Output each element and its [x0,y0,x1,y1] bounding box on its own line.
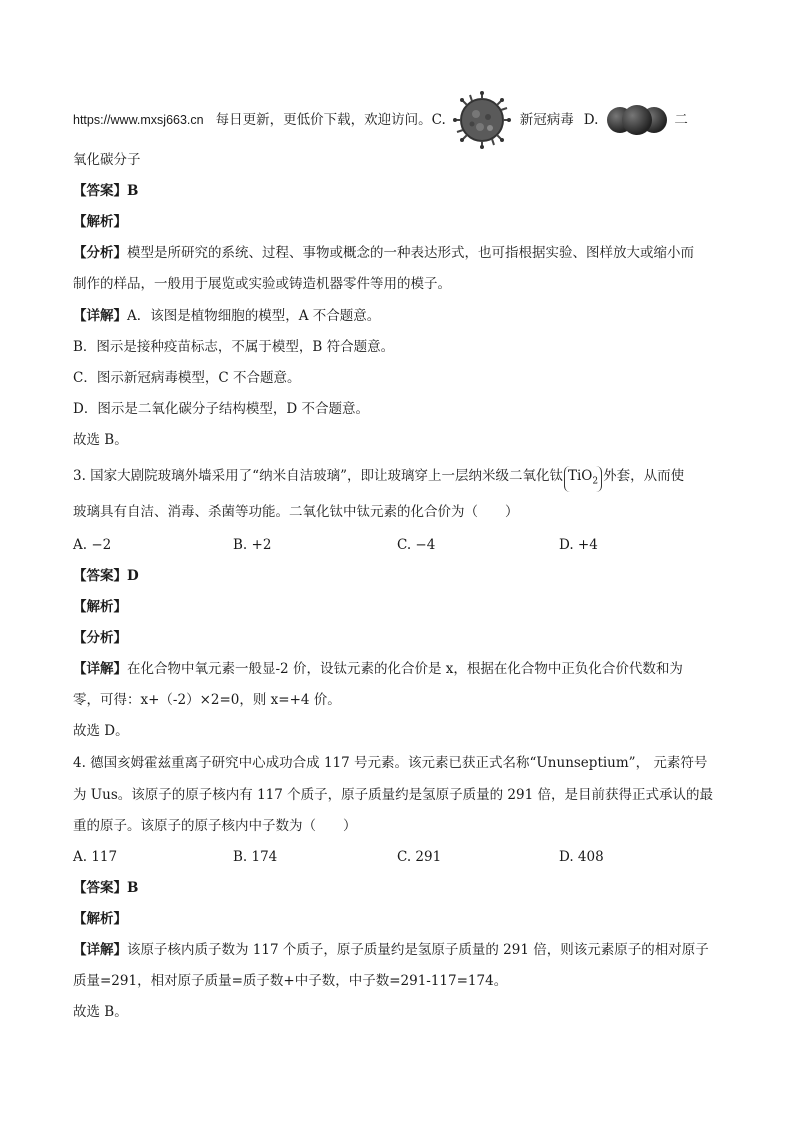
q4-stem-line3: 重的原子。该原子的原子核内中子数为（ ） [73,818,357,834]
q4-detail-tag: 【详解】 [73,942,127,958]
q3-option-b: B. +2 [233,537,272,553]
q4-analysis-tag: 【解析】 [73,911,127,927]
q2-detail-a [73,306,380,326]
tio2-sub: 2 [592,476,599,487]
q3-stem-line1 [73,466,684,492]
q3-detail-text1: 在化合物中氧元素一般显-2 价，设钛元素的化合价是 x，根据在化合物中正负化合价代数和为 [127,661,683,677]
q2-fenxi-line1 [73,243,694,263]
q3-detail-line2: 零，可得：x+（-2）×2=0，则 x=+4 价。 [73,692,341,708]
q2-detail-c: C．图示新冠病毒模型，C 不合题意。 [73,370,301,386]
q2-detail-tag: 【详解】 [73,308,127,324]
tio2-main: TiO [567,468,593,484]
q2-conclusion: 故选 B。 [73,432,128,448]
q4-option-d: D. 408 [559,849,604,865]
q4-stem-line2: 为 Uus。该原子的原子核内有 117 个质子，原子质量约是氢原子质量的 291 倍，是目前获得正式承认的最 [73,787,713,803]
site-url[interactable]: https://www.mxsj663.cn [73,113,204,127]
q3-stem-line2: 玻璃具有自洁、消毒、杀菌等功能。二氧化钛中钛元素的化合价为（ ） [73,504,519,520]
q3-stem-1a: 3. 国家大剧院玻璃外墙采用了“纳米自洁玻璃”，即让玻璃穿上一层纳米级二氧化钛 [73,468,563,484]
header-line [73,90,688,150]
q2-detail-d: D．图示是二氧化碳分子结构模型，D 不合题意。 [73,401,369,417]
q2-fenxi-tag: 【分析】 [73,245,127,261]
q4-answer: 【答案】B [73,880,139,896]
q4-conclusion: 故选 B。 [73,1004,128,1020]
q3-conclusion: 故选 D。 [73,723,129,739]
q4-option-a: A. 117 [73,849,118,865]
option-d-label-part2: 氧化碳分子 [73,152,141,168]
q4-stem-line1: 4. 德国亥姆霍兹重离子研究中心成功合成 117 号元素。该元素已获正式名称“Ununseptium”， 元素符号 [73,755,708,771]
q3-detail-line1 [73,659,683,679]
option-d-label-part1: 二 [674,112,688,128]
q2-analysis-tag: 【解析】 [73,214,127,230]
q4-detail-line1 [73,940,709,960]
q4-option-c: C. 291 [397,849,442,865]
option-d-prefix: D. [583,112,599,128]
q3-option-c: C. −4 [397,537,436,553]
q3-stem-1b: 外套，从而使 [603,468,685,484]
header-slogan: 每日更新，更低价下载，欢迎访问。C. [215,112,446,128]
q3-detail-tag: 【详解】 [73,661,127,677]
co2-molecule-image [606,103,668,137]
q4-detail-line2: 质量=291，相对原子质量=质子数+中子数，中子数=291-117=174。 [73,973,508,989]
q2-fenxi-text1: 模型是所研究的系统、过程、事物或概念的一种表达形式，也可指根据实验、图样放大或缩小而 [127,245,694,261]
q3-fenxi-tag: 【分析】 [73,630,127,646]
q3-answer: 【答案】D [73,568,139,584]
q3-option-a: A. −2 [73,537,112,553]
tio2-formula [564,466,602,492]
q2-detail-b: B．图示是接种疫苗标志，不属于模型，B 符合题意。 [73,339,395,355]
q3-analysis-tag: 【解析】 [73,599,127,615]
q2-answer: 【答案】B [73,183,139,199]
option-c-label: 新冠病毒 [519,112,574,128]
q2-fenxi-line2: 制作的样品，一般用于展览或实验或铸造机器零件等用的模子。 [73,276,451,292]
coronavirus-image [452,90,512,150]
q4-option-b: B. 174 [233,849,278,865]
q3-option-d: D. +4 [559,537,598,553]
q2-detail-a-text: A．该图是植物细胞的模型，A 不合题意。 [127,308,381,324]
q4-detail-text1: 该原子核内质子数为 117 个质子，原子质量约是氢原子质量的 291 倍，则该元素原子的相对原子 [127,942,709,958]
